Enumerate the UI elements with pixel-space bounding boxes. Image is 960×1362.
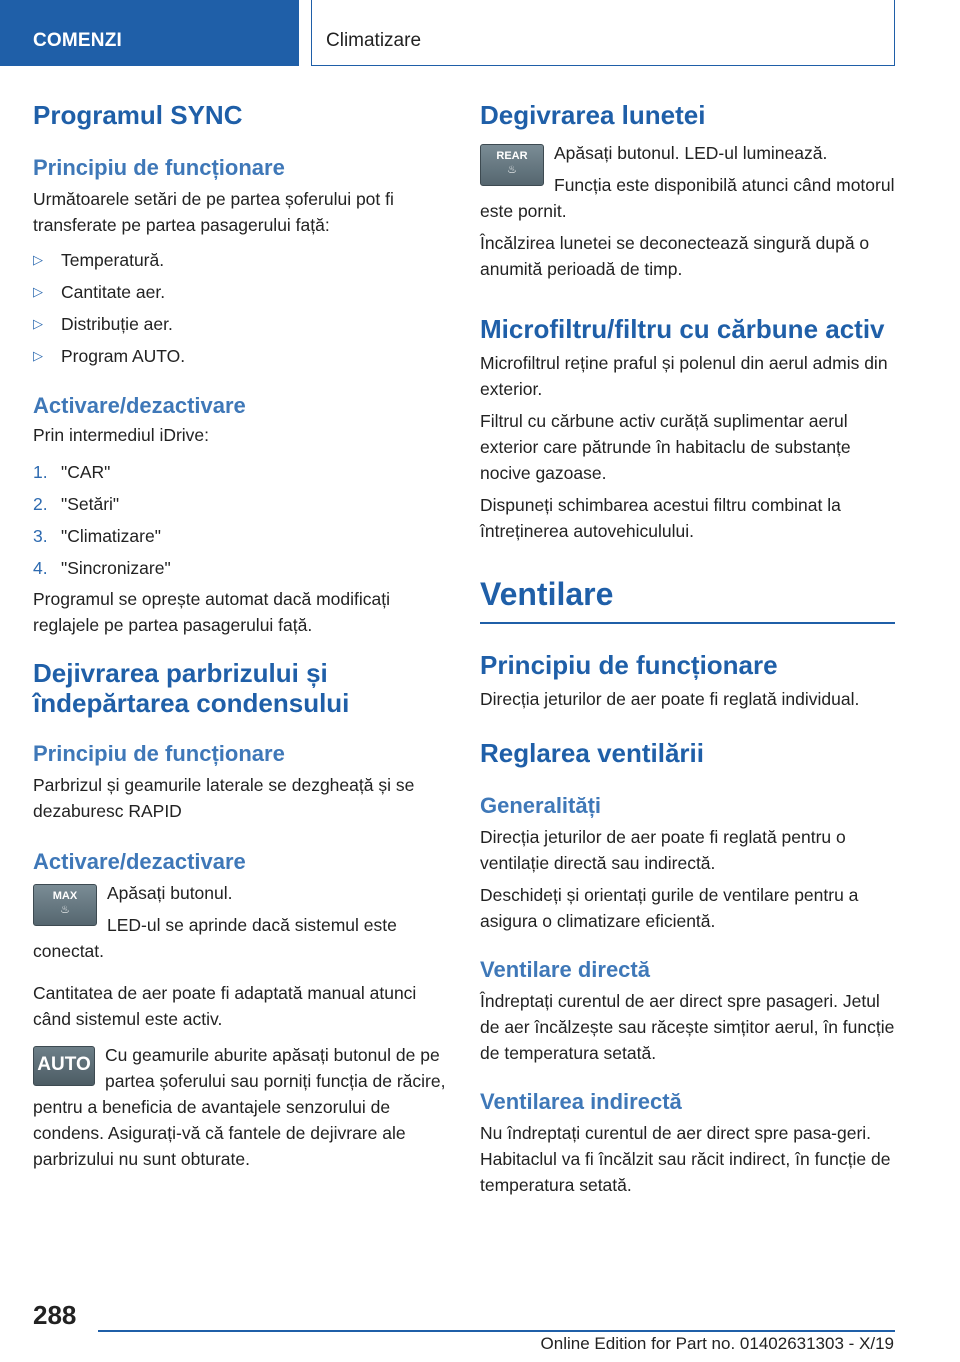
rear-defrost-title: Degivrarea lunetei bbox=[480, 100, 706, 130]
list-item: ▷ Cantitate aer. bbox=[33, 276, 451, 308]
max-press-text: Apăsați butonul. bbox=[107, 883, 233, 903]
defrost-wave-icon: ♨ bbox=[507, 164, 517, 176]
auto-text: Cu geamurile aburite apăsați butonul de pe partea șoferului sau porniți funcția de răcire, pentru a beneficia de avantajele senzorului de condens. Asigurați-vă că fantele de dejivrare ale parbrizului nu sunt obturate. bbox=[33, 1045, 446, 1169]
indirect-text: Nu îndreptați curentul de aer direct spre pasa-geri. Habitaclul va fi încălzit sau răcit indirect, în funcție de temperatura setată. bbox=[480, 1122, 891, 1195]
activation-steps bbox=[33, 456, 451, 584]
list-item: ▷ Program AUTO. bbox=[33, 340, 451, 372]
max-note-text: Cantitatea de aer poate fi adaptată manual atunci când sistemul este activ. bbox=[33, 983, 417, 1029]
sync-title: Programul SYNC bbox=[33, 100, 243, 130]
direct-title: Ventilare directă bbox=[480, 956, 650, 982]
auto-button-icon: AUTO bbox=[33, 1046, 95, 1086]
defrost-activation-title: Activare/dezactivare bbox=[33, 849, 246, 874]
rear-press-text: Apăsați butonul. LED-ul luminează. bbox=[554, 143, 828, 163]
max-button-block bbox=[33, 880, 451, 964]
activation-title: Activare/dezactivare bbox=[33, 393, 246, 418]
defrost-principle-text: Parbrizul și geamurile laterale se dezgheață și se dezaburesc RAPID bbox=[33, 775, 415, 821]
footer-divider bbox=[98, 1330, 895, 1332]
sync-list bbox=[33, 244, 451, 372]
vent-adjust-title: Reglarea ventilării bbox=[480, 737, 704, 768]
header-section-tab bbox=[0, 0, 299, 66]
vent-principle-text: Direcția jeturilor de aer poate fi reglată individual. bbox=[480, 688, 860, 709]
filter-text-2: Filtrul cu cărbune activ curăță suplimentar aerul exterior care pătrunde în habitaclu de substanțe nocive gazoase. bbox=[480, 411, 851, 483]
defrost-wave-icon: ♨ bbox=[60, 904, 70, 916]
header-chapter-label: Climatizare bbox=[326, 30, 422, 51]
page-number: 288 bbox=[33, 1300, 77, 1330]
max-led-text: LED-ul se aprinde dacă sistemul este conectat. bbox=[33, 915, 397, 961]
auto-button-block bbox=[33, 1042, 451, 1172]
max-defrost-button-icon: MAX ♨ bbox=[33, 884, 97, 926]
rear-defrost-button-icon: REAR ♨ bbox=[480, 144, 544, 186]
general-text-2: Deschideți și orientați gurile de ventilare pentru a asigura o climatizare eficientă. bbox=[480, 884, 859, 931]
rear-available-text: Funcția este disponibilă atunci când motorul este pornit. bbox=[480, 175, 895, 221]
general-text-1: Direcția jeturilor de aer poate fi reglată pentru o ventilație directă sau indirectă. bbox=[480, 826, 846, 873]
vent-principle-title: Principiu de funcționare bbox=[480, 649, 778, 680]
rear-button-block bbox=[480, 140, 898, 224]
activation-intro: Prin intermediul iDrive: bbox=[33, 425, 210, 445]
filter-title: Microfiltru/filtru cu cărbune activ bbox=[480, 314, 885, 344]
activation-note: Programul se oprește automat dacă modificați reglajele pe partea pasagerului față. bbox=[33, 589, 390, 635]
direct-text: Îndreptați curentul de aer direct spre pasageri. Jetul de aer încălzește sau răcește simțitor aerul, în funcție de temperatura setată. bbox=[480, 990, 895, 1063]
left-column bbox=[33, 100, 451, 1172]
triangle-bullet-icon: ▷ bbox=[33, 348, 43, 363]
header-section-label: COMENZI bbox=[33, 30, 123, 51]
indirect-title: Ventilarea indirectă bbox=[480, 1088, 682, 1114]
sync-principle-text: Următoarele setări de pe partea șoferului pot fi transferate pe partea pasagerului față: bbox=[33, 189, 394, 235]
list-item: 4. "Sincronizare" bbox=[33, 558, 171, 578]
sync-principle-title: Principiu de funcționare bbox=[33, 155, 285, 180]
defrost-title: Dejivrarea parbrizului și îndepărtarea condensului bbox=[33, 658, 350, 718]
filter-text-1: Microfiltrul reține praful și polenul din aerul admis din exterior. bbox=[480, 353, 888, 399]
right-column bbox=[480, 100, 898, 1198]
footer-edition-text: Online Edition for Part no. 01402631303 - X/19 bbox=[540, 1334, 894, 1353]
filter-text-3: Dispuneți schimbarea acestui filtru combinat la întreținerea autovehiculului. bbox=[480, 495, 841, 541]
list-item: ▷ Distribuție aer. bbox=[33, 308, 451, 340]
list-item: ▷ Temperatură. bbox=[33, 244, 451, 276]
ventilation-title: Ventilare bbox=[480, 576, 614, 612]
defrost-principle-title: Principiu de funcționare bbox=[33, 741, 285, 766]
list-item: 2. "Setări" bbox=[33, 494, 120, 514]
rear-auto-off-text: Încălzirea lunetei se deconectează singură după o anumită perioadă de timp. bbox=[480, 233, 870, 279]
ventilation-divider bbox=[480, 622, 895, 624]
triangle-bullet-icon: ▷ bbox=[33, 284, 43, 299]
header-chapter-box bbox=[311, 0, 895, 66]
triangle-bullet-icon: ▷ bbox=[33, 316, 43, 331]
triangle-bullet-icon: ▷ bbox=[33, 252, 43, 267]
general-title: Generalități bbox=[480, 792, 602, 818]
list-item: 3. "Climatizare" bbox=[33, 526, 161, 546]
list-item: 1. "CAR" bbox=[33, 462, 111, 482]
